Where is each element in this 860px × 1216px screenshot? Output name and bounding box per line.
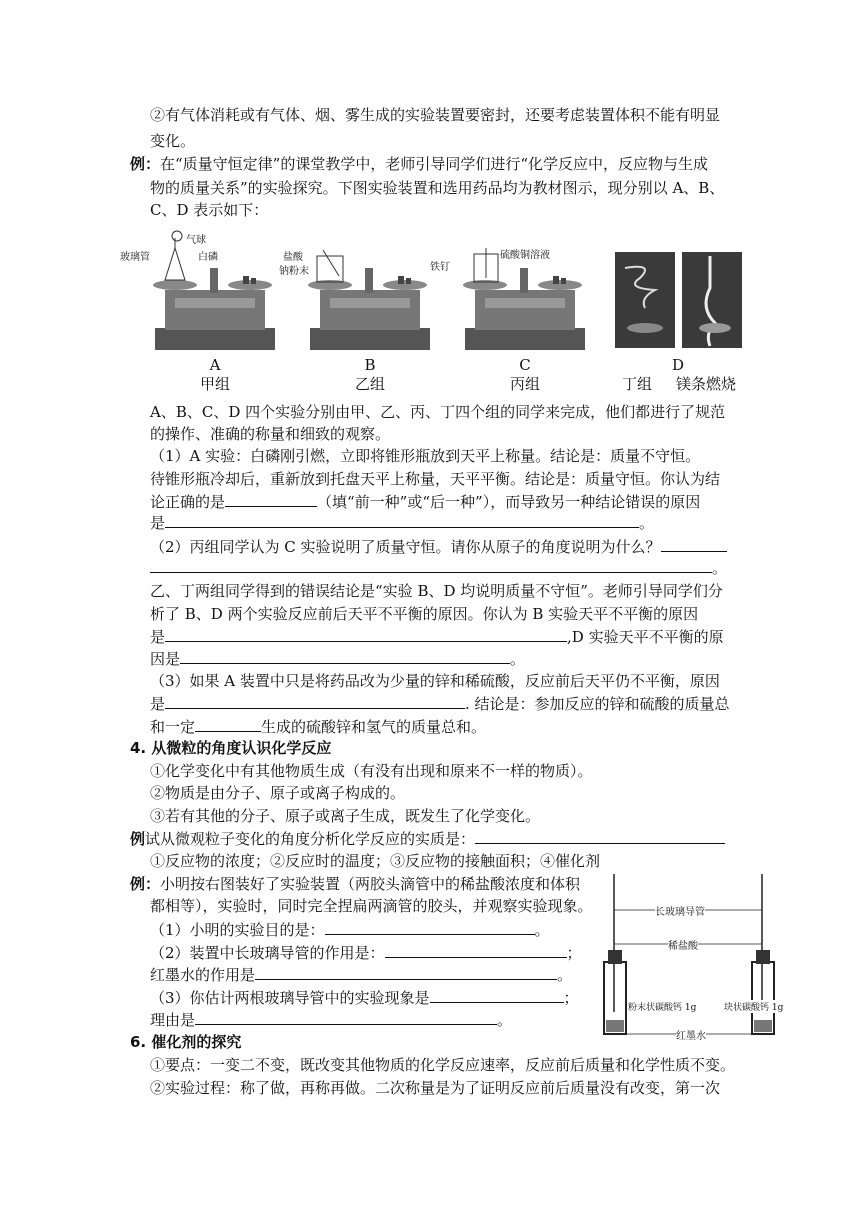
text-span: 理由是 bbox=[150, 1011, 196, 1029]
group-label: 乙组 bbox=[354, 375, 385, 393]
apparatus-label: 粉末状碳酸钙 1g bbox=[628, 1003, 697, 1013]
apparatus-label: 长玻璃导管 bbox=[655, 903, 705, 918]
group-label: 丙组 bbox=[509, 375, 540, 393]
text-line bbox=[150, 512, 654, 533]
text-line: 乙、丁两组同学得到的错误结论是“实验 B、D 均说明质量不守恒”。老师引导同学们分 bbox=[150, 582, 723, 600]
answer-blank[interactable] bbox=[195, 716, 261, 732]
text-line: ①化学变化中有其他物质生成（有没有出现和原来不一样的物质）。 bbox=[150, 762, 593, 780]
text-span: 是 bbox=[150, 628, 166, 646]
text-line: ①要点：一变二不变，既改变其他物质的化学反应速率，反应前后质量和化学性质不变。 bbox=[150, 1056, 736, 1074]
answer-blank[interactable] bbox=[255, 964, 557, 980]
figure-letter: B bbox=[364, 356, 376, 374]
figure-label: 盐酸 bbox=[283, 252, 303, 263]
text-line: ②实验过程：称了做，再称再做。二次称量是为了证明反应前后质量没有改变，第一次 bbox=[150, 1079, 721, 1097]
text-span: 红墨水的作用是 bbox=[150, 966, 256, 984]
text-line bbox=[150, 716, 486, 737]
text-span: 生成的硫酸锌和氢气的质量总和。 bbox=[261, 718, 487, 736]
text-span: 在“质量守恒定律”的课堂教学中，老师引导同学们进行“化学反应中，反应物与生成 bbox=[160, 155, 709, 173]
answer-blank[interactable] bbox=[325, 919, 535, 935]
figure-letter: D bbox=[671, 356, 685, 374]
text-span: 。 bbox=[534, 921, 550, 939]
magnesium-burning-photos bbox=[615, 252, 742, 348]
text-span: ； bbox=[563, 989, 579, 1007]
text-span: （填“前一种”或“后一种”），而导致另一种结论错误的原因 bbox=[317, 493, 701, 511]
answer-blank[interactable] bbox=[225, 491, 317, 507]
text-span: ,D 实验天平不平衡的原 bbox=[567, 628, 724, 646]
text-span: （1）小明的实验目的是： bbox=[150, 921, 325, 939]
text-line bbox=[150, 919, 550, 940]
apparatus-label: 稀盐酸 bbox=[668, 937, 698, 952]
example-line bbox=[130, 154, 708, 174]
text-line: ②物质是由分子、原子或离子构成的。 bbox=[150, 784, 406, 802]
text-line: 的操作、准确的称量和细致的观察。 bbox=[150, 425, 391, 443]
balance-b-drawing bbox=[308, 250, 430, 350]
figure-label: 玻璃管 bbox=[120, 252, 150, 263]
text-span: 。 bbox=[497, 1011, 513, 1029]
text-line bbox=[150, 942, 582, 963]
text-span: 是 bbox=[150, 695, 166, 713]
text-span: 小明按右图装好了实验装置（两胶头滴管中的稀盐酸浓度和体积 bbox=[160, 875, 581, 893]
group-label: 甲组 bbox=[199, 375, 230, 393]
text-line bbox=[150, 964, 572, 985]
text-span: （3）你估计两根玻璃导管中的实验现象是 bbox=[150, 989, 430, 1007]
text-span: 是 bbox=[150, 514, 166, 532]
text-line: （3）如果 A 装置中只是将药品改为少量的锌和稀硫酸，反应前后天平仍不平衡，原因 bbox=[150, 672, 720, 690]
answer-blank[interactable] bbox=[661, 536, 727, 552]
answer-blank[interactable] bbox=[150, 557, 712, 573]
apparatus-label: 块状碳酸钙 1g bbox=[724, 1000, 783, 1013]
text-span: 和一定 bbox=[150, 718, 196, 736]
text-line: A、B、C、D 四个实验分别由甲、乙、丙、丁四个组的同学来完成，他们都进行了规范 bbox=[150, 403, 726, 421]
text-span: （2）装置中长玻璃导管的作用是： bbox=[150, 944, 385, 962]
text-line: 变化。 bbox=[150, 132, 196, 150]
example-label: 例： bbox=[130, 875, 161, 893]
text-span: 论正确的是 bbox=[150, 493, 226, 511]
answer-blank[interactable] bbox=[180, 648, 510, 664]
group-label: 丁组 bbox=[621, 375, 652, 393]
text-line bbox=[150, 536, 727, 557]
text-line bbox=[150, 626, 724, 647]
section-heading: 4. 从微粒的角度认识化学反应 bbox=[130, 739, 332, 757]
text-span: 。 bbox=[510, 650, 526, 668]
figure-label: 气球 bbox=[186, 235, 206, 246]
figure-label: 硫酸铜溶液 bbox=[500, 250, 550, 261]
example-line bbox=[130, 828, 725, 849]
text-line bbox=[150, 987, 579, 1008]
answer-blank[interactable] bbox=[385, 942, 567, 958]
figure-caption: 镁条燃烧 bbox=[675, 375, 736, 393]
reaction-rate-apparatus bbox=[592, 872, 792, 1050]
text-line: ②有气体消耗或有气体、烟、雾生成的实验装置要密封，还要考虑装置体积不能有明显 bbox=[150, 106, 721, 124]
balance-c-drawing bbox=[463, 248, 585, 350]
figure-label: 白磷 bbox=[198, 252, 218, 263]
answer-blank[interactable] bbox=[430, 987, 564, 1003]
text-span: （2）丙组同学认为 C 实验说明了质量守恒。请你从原子的角度说明为什么？ bbox=[150, 538, 661, 556]
apparatus-label: 红墨水 bbox=[676, 1027, 706, 1042]
answer-blank[interactable] bbox=[195, 1009, 497, 1025]
text-line: ③若有其他的分子、原子或离子生成，既发生了化学变化。 bbox=[150, 807, 541, 825]
text-line: 物的质量关系”的实验探究。下图实验装置和选用药品均为教材图示，现分别以 A、B、 bbox=[150, 179, 725, 197]
figure-letter: C bbox=[519, 356, 531, 374]
text-line bbox=[150, 491, 700, 512]
text-line bbox=[150, 557, 727, 578]
example-line bbox=[130, 874, 580, 894]
figure-letter: A bbox=[209, 356, 221, 374]
text-span: 因是 bbox=[150, 650, 181, 668]
example-label: 例 bbox=[130, 830, 146, 848]
text-line: （1）A 实验：白磷刚引燃，立即将锥形瓶放到天平上称量。结论是：质量不守恒。 bbox=[150, 447, 701, 465]
figure-label: 钠粉末 bbox=[279, 266, 309, 277]
text-span: 试从微观粒子变化的角度分析化学反应的实质是： bbox=[145, 830, 476, 848]
text-span: 。 bbox=[557, 966, 573, 984]
example-label: 例： bbox=[130, 155, 161, 173]
text-line bbox=[150, 693, 730, 714]
answer-blank[interactable] bbox=[475, 828, 725, 844]
text-line: ①反应物的浓度；②反应时的温度；③反应物的接触面积；④催化剂 bbox=[150, 852, 601, 870]
answer-blank[interactable] bbox=[165, 512, 639, 528]
answer-blank[interactable] bbox=[165, 626, 567, 642]
text-line: C、D 表示如下： bbox=[150, 201, 269, 219]
text-line bbox=[150, 1009, 512, 1030]
text-line bbox=[150, 648, 525, 669]
text-span: ； bbox=[566, 944, 582, 962]
text-line: 析了 B、D 两个实验反应前后天平不平衡的原因。你认为 B 实验天平不平衡的原因 bbox=[150, 605, 699, 623]
text-line: 待锥形瓶冷却后，重新放到托盘天平上称量，天平平衡。结论是：质量守恒。你认为结 bbox=[150, 470, 721, 488]
text-span: 。 bbox=[712, 559, 728, 577]
text-span: . 结论是：参加反应的锌和硫酸的质量总 bbox=[465, 695, 730, 713]
answer-blank[interactable] bbox=[165, 693, 465, 709]
section-heading: 6. 催化剂的探究 bbox=[130, 1033, 242, 1051]
text-span: 。 bbox=[639, 514, 655, 532]
text-line: 都相等），实验时，同时完全捏扁两滴管的胶头，并观察实验现象。 bbox=[150, 897, 593, 915]
figure-label: 铁钉 bbox=[430, 262, 450, 273]
